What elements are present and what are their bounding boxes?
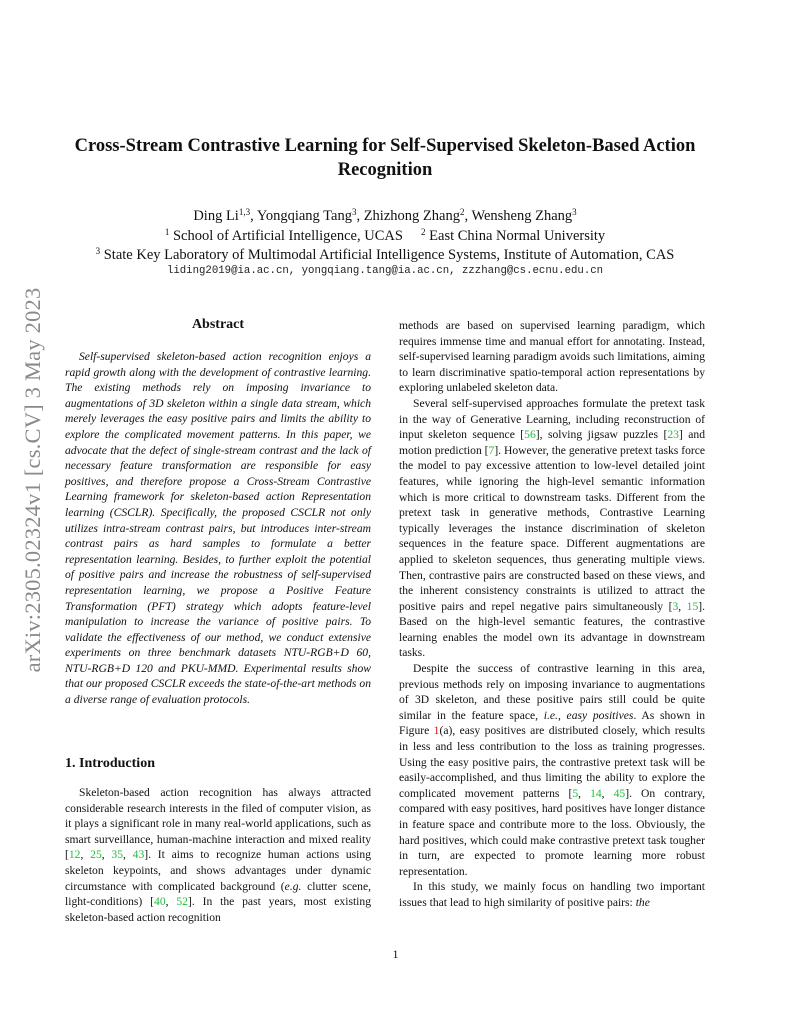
title-line-1: Cross-Stream Contrastive Learning for Self-Supervised Skeleton-Based Action <box>74 136 696 156</box>
text-run: , <box>165 895 177 909</box>
citation-link[interactable]: 15 <box>686 599 699 613</box>
affiliation-ucas: School of Artificial Intelligence, UCAS <box>172 228 403 244</box>
paragraph-this-study <box>399 879 705 910</box>
abstract-heading: Abstract <box>191 317 245 332</box>
abstract-text: Self-supervised skeleton-based action recognition enjoys a rapid growth along with the development of contrastive learning. The existing methods rely on imposing invariance to augmentations of 3D skeleton within a single data stream, which merely leverages the easy positive pairs and limits the ability to explore the complicated movement patterns. In this paper, we advocate that the defect of single-stream contrast and the lack of necessary feature transformation are responsible for easy positives, and therefore propose a Cross-Stream Contrastive Learning framework for skeleton-based action Representation learning (CSCLR). Specifically, the proposed CSCLR not only utilizes intra-stream contrast pairs, but introduces inter-stream contrast pairs as hard samples to formulate a better representation learning. Besides, to further exploit the potential of positive pairs and increase the robustness of self-supervised representation learning, we propose a Positive Feature Transformation (PFT) strategy which adopts feature-level manipulation to increase the variance of positive pairs. To validate the effectiveness of our method, we conduct extensive experiments on three benchmark datasets NTU-RGB+D 60, NTU-RGB+D 120 and PKU-MMD. Experimental results show that our proposed CSCLR exceeds the state-of-the-art methods on a diverse range of evaluation protocols. <box>65 350 371 707</box>
text-run: , <box>601 786 614 800</box>
affiliation-line-2 <box>60 245 710 265</box>
citation-link[interactable]: 14 <box>590 786 602 800</box>
author-name: Ding Li <box>193 208 239 224</box>
author-affil-sup: 1,3 <box>238 207 251 217</box>
citation-link[interactable]: 12 <box>68 848 81 862</box>
citation-link[interactable]: 56 <box>524 428 536 442</box>
text-run: , <box>80 848 91 862</box>
paragraph-generative <box>399 396 705 661</box>
citation-link[interactable]: 45 <box>613 786 626 800</box>
text-run: ]. In the past years, most existing skeleton-based action recognition <box>65 895 372 924</box>
text-run: the <box>635 895 650 909</box>
author-name: Zhizhong Zhang <box>363 208 460 224</box>
text-run: easy positives <box>566 708 634 722</box>
text-run: ]. However, the generative pretext tasks force the model to pay excessive attention to low-level detailed joint features, while ignoring the high-level semantic information which is more critical to downstream tasks. Different from the pretext task in generative methods, Contrastive Learning typically leverages the instance discrimination of skeleton sequences in the feature space. Different augmentations are applied to skeleton sequences, thus generating multiple views. Then, contrastive pairs are constructed based on these views, and the inherent consistency constraints is utilized to attract the positive pairs and repel negative pairs simultaneously [ <box>399 443 706 613</box>
author-affil-sup: 3 <box>572 207 577 217</box>
citation-link[interactable]: 43 <box>132 848 145 862</box>
author-name: Yongqiang Tang <box>256 208 352 224</box>
author-affil-sup: 2 <box>459 207 465 217</box>
text-run: ] and motion prediction [ <box>399 428 706 457</box>
affil-sup: 2 <box>421 227 426 237</box>
text-run: , <box>557 708 567 722</box>
arxiv-stamp-text: arXiv:2305.02324v1 [cs.CV] 3 May 2023 <box>20 287 45 673</box>
author-affil-sup: 3 <box>351 207 357 217</box>
affil-sup: 3 <box>95 246 101 256</box>
text-run: Skeleton-based action recognition has always attracted considerable research interests in the filed of computer vision, as it plays a significant role in many real-world applications, such as smart surveillance, human-machine interaction and mixed reality [ <box>65 786 371 862</box>
citation-link[interactable]: 35 <box>111 848 123 862</box>
text-run: , <box>578 786 591 800</box>
text-run: ]. On contrary, compared with easy positives, hard positives have longer distance in feature space and contribute more to the loss. Obviously, the hard positives, which could make contrastive pretext task tougher in turn, are expected to promote learning more robust representation. <box>399 786 706 878</box>
right-column <box>399 318 705 911</box>
paragraph-continued: methods are based on supervised learning paradigm, which requires immense time and manual effort for annotating. Instead, self-supervised learning paradigm avoids such limitations, aiming to learn discriminative spatio-temporal action representations by exploring unlabeled skeleton data. <box>399 319 705 395</box>
citation-link[interactable]: 40 <box>154 895 166 909</box>
text-run: , <box>101 848 112 862</box>
intro-paragraph <box>65 785 371 925</box>
arxiv-stamp <box>20 270 46 690</box>
affiliation-ecnu: East China Normal University <box>429 228 606 244</box>
text-run: Several self-supervised approaches formulate the pretext task in the way of Generative Learning, including reconstruction of input skeleton sequence [ <box>399 396 705 442</box>
text-run: In this study, we mainly focus on handling two important issues that lead to high similarity of positive pairs: <box>399 880 705 909</box>
author-name: Wensheng Zhang <box>471 208 573 224</box>
figure-link[interactable]: 1 <box>433 724 440 738</box>
text-run: Despite the success of contrastive learning in this area, previous methods rely on imposing invariance to augmentations of 3D skeleton, and these positive pairs still could be quite similar in the feature space, <box>399 662 705 722</box>
citation-link[interactable]: 25 <box>90 848 102 862</box>
text-run: , <box>678 599 687 613</box>
citation-link[interactable]: 7 <box>488 443 495 457</box>
citation-link[interactable]: 23 <box>667 428 679 442</box>
author-emails: liding2019@ia.ac.cn, yongqiang.tang@ia.ac.cn, zzzhang@cs.ecnu.edu.cn <box>166 265 604 277</box>
abstract-body <box>65 349 371 708</box>
paper-title <box>60 134 710 182</box>
text-run: . As shown in Figure <box>399 708 706 738</box>
page-number: 1 <box>392 947 399 961</box>
citation-link[interactable]: 3 <box>672 599 679 613</box>
affiliation-cas: State Key Laboratory of Multimodal Artificial Intelligence Systems, Institute of Automation, CAS <box>103 247 675 263</box>
text-run: , <box>123 848 133 862</box>
paragraph-easy-positives <box>399 661 705 879</box>
text-run: (a), easy positives are distributed closely, which results in less and less contribution to the loss as training progresses. Using the easy positive pairs, the contrastive pretext task will be easily-accomplished, and thus limiting the ability to explore the complicated movement patterns [ <box>399 724 705 800</box>
introduction-body <box>65 785 371 925</box>
citation-link[interactable]: 5 <box>572 786 579 800</box>
affiliation-line-1 <box>60 226 710 246</box>
section-heading-introduction: 1. Introduction <box>65 756 155 771</box>
affil-sup: 1 <box>164 227 170 237</box>
text-run: ]. Based on the high-level semantic features, the contrastive learning enables the model own its advantage in downstream tasks. <box>399 599 705 660</box>
text-run: clutter scene, light-conditions) [ <box>65 879 372 909</box>
text-run: i.e. <box>543 708 558 722</box>
title-line-2: Recognition <box>337 160 433 180</box>
author-list: Ding Li$^{1,3}$, Yongqiang Tang$^3$, Zhizhong Zhang$^2$, Wensheng Zhang$^3$ <box>193 207 577 224</box>
text-run: ], solving jigsaw puzzles [ <box>535 428 668 442</box>
text-run: ]. It aims to recognize human actions using skeleton keypoints, and shows advantages under dynamic circumstance with complicated background ( <box>65 848 371 893</box>
text-run: e.g. <box>284 879 302 893</box>
citation-link[interactable]: 52 <box>176 895 188 909</box>
